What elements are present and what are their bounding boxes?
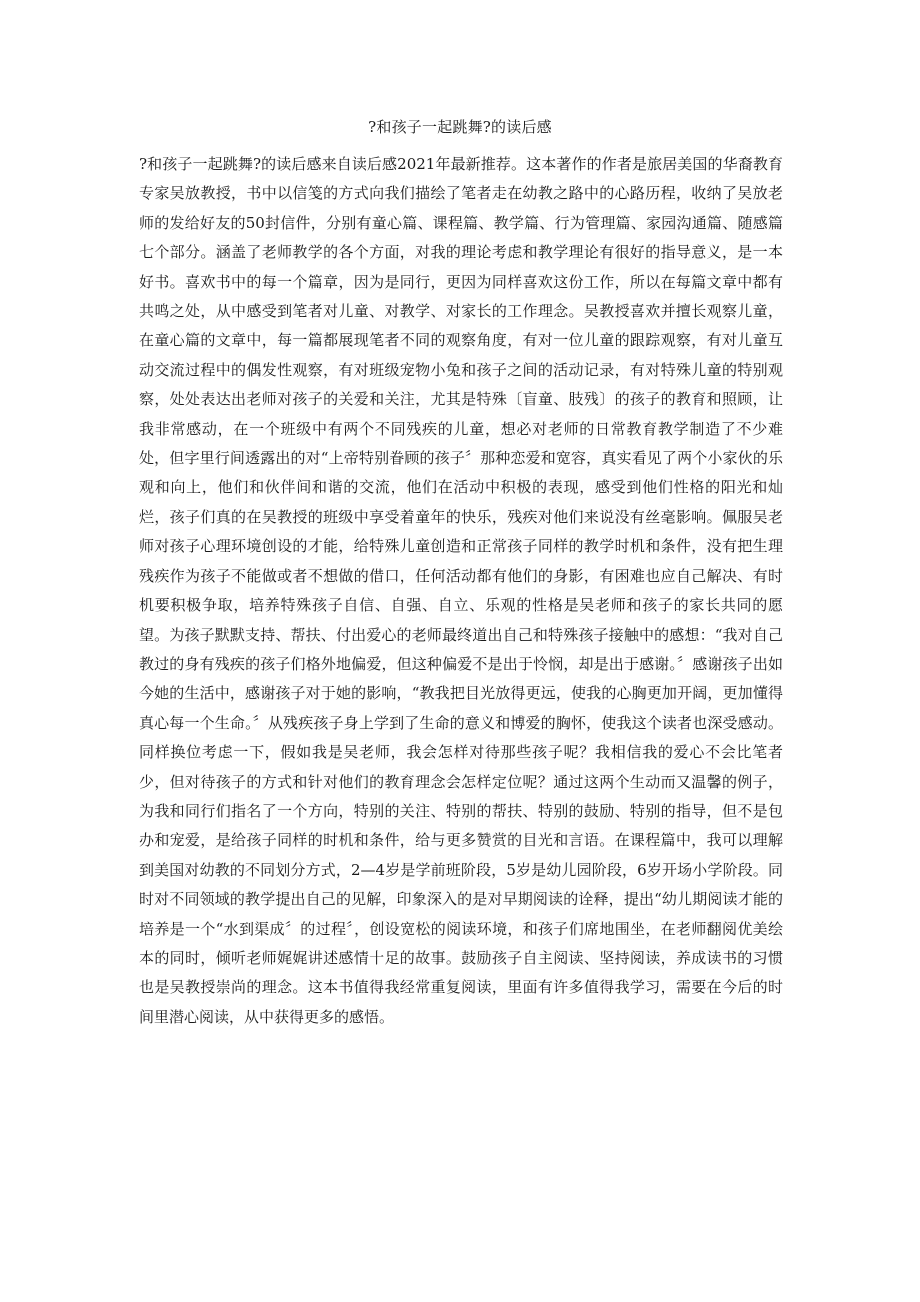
- paragraph-2: 喜欢书中的每一个篇章，因为是同行，更因为同样喜欢这份工作，所以在每篇文章中都有共鸣之处，从中感受到笔者对儿童、对教学、对家长的工作理念。: [139, 272, 783, 321]
- document-body: [139, 150, 783, 1032]
- document-title: ?和孩子一起跳舞?的读后感: [368, 118, 552, 136]
- paragraph-1: ?和孩子一起跳舞?的读后感来自读后感2021年最新推荐。这本著作的作者是旅居美国的华裔教育专家吴放教授，书中以信笺的方式向我们描绘了笔者走在幼教之路中的心路历程，收纳了吴放老师的发给好友的50封信件，分别有童心篇、课程篇、教学篇、行为管理篇、家园沟通篇、随感篇七个部分。涵盖了老师教学的各个方面，对我的理论考虑和教学理论有很好的指导意义，是一本好书。: [139, 155, 783, 291]
- paragraph-3: 吴教授喜欢并擅长观察儿童，在童心篇的文章中，每一篇都展现笔者不同的观察角度，有对一位儿童的跟踪观察，有对儿童互动交流过程中的偶发性观察，有对班级宠物小兔和孩子之间的活动记录，有对特殊儿童的特别观察，处处表达出老师对孩子的关爱和关注，尤其是特殊〔盲童、肢残〕的孩子的教育和照顾，让我非常感动，在一个班级中有两个不同残疾的儿童，想必对老师的日常教育教学制造了不少难处，但字里行间透露出的对“上帝特别眷顾的孩子〞那种恋爱和宽容，真实看见了两个小家伙的乐观和向上，他们和伙伴间和谐的交流，他们在活动中积极的表现，感受到他们性格的阳光和灿烂，孩子们真的在吴教授的班级中享受着童年的快乐，残疾对他们来说没有丝毫影响。佩服吴老师对孩子心理环境创设的才能，给特殊儿童创造和正常孩子同样的教学时机和条件，没有把生理残疾作为孩子不能做或者不想做的借口，任何活动都有他们的身影，有困难也应自己解决、有时机要积极争取，培养特殊孩子自信、自强、自立、乐观的性格是吴老师和孩子的家长共同的愿望。为孩子默默支持、帮扶、付出爱心的老师最终道出自己和特殊孩子接触中的感想：“我对自己教过的身有残疾的孩子们格外地偏爱，但这种偏爱不是出于怜悯，却是出于感谢。〞感谢孩子出如今她的生活中，感谢孩子对于她的影响，“教我把目光放得更远，使我的心胸更加开阔，更加懂得真心每一个生命。〞从残疾孩子身上学到了生命的意义和博爱的胸怀，使我这个读者也深受感动。: [139, 302, 783, 732]
- paragraph-5: 在课程篇中，我可以理解到美国对幼教的不同划分方式，2—4岁是学前班阶段，5岁是幼儿园阶段，6岁开场小学阶段。同时对不同领域的教学提出自己的见解，印象深入的是对早期阅读的诠释，提出“幼儿期阅读才能的培养是一个“水到渠成〞的过程〞，创设宽松的阅读环境，和孩子们席地围坐，在老师翻阅优美绘本的同时，倾听老师娓娓讲述感情十足的故事。鼓励孩子自主阅读、坚持阅读，养成读书的习惯也是吴教授崇尚的理念。这本书值得我经常重复阅读，里面有许多值得我学习，需要在今后的时间里潜心阅读，从中获得更多的感悟。: [139, 831, 783, 1026]
- paragraph-4: 同样换位考虑一下，假如我是吴老师，我会怎样对待那些孩子呢？我相信我的爱心不会比笔者少，但对待孩子的方式和针对他们的教育理念会怎样定位呢？通过这两个生动而又温馨的例子，为我和同行们指名了一个方向，特别的关注、特别的帮扶、特别的鼓励、特别的指导，但不是包办和宠爱，是给孩子同样的时机和条件，给与更多赞赏的目光和言语。: [139, 743, 783, 850]
